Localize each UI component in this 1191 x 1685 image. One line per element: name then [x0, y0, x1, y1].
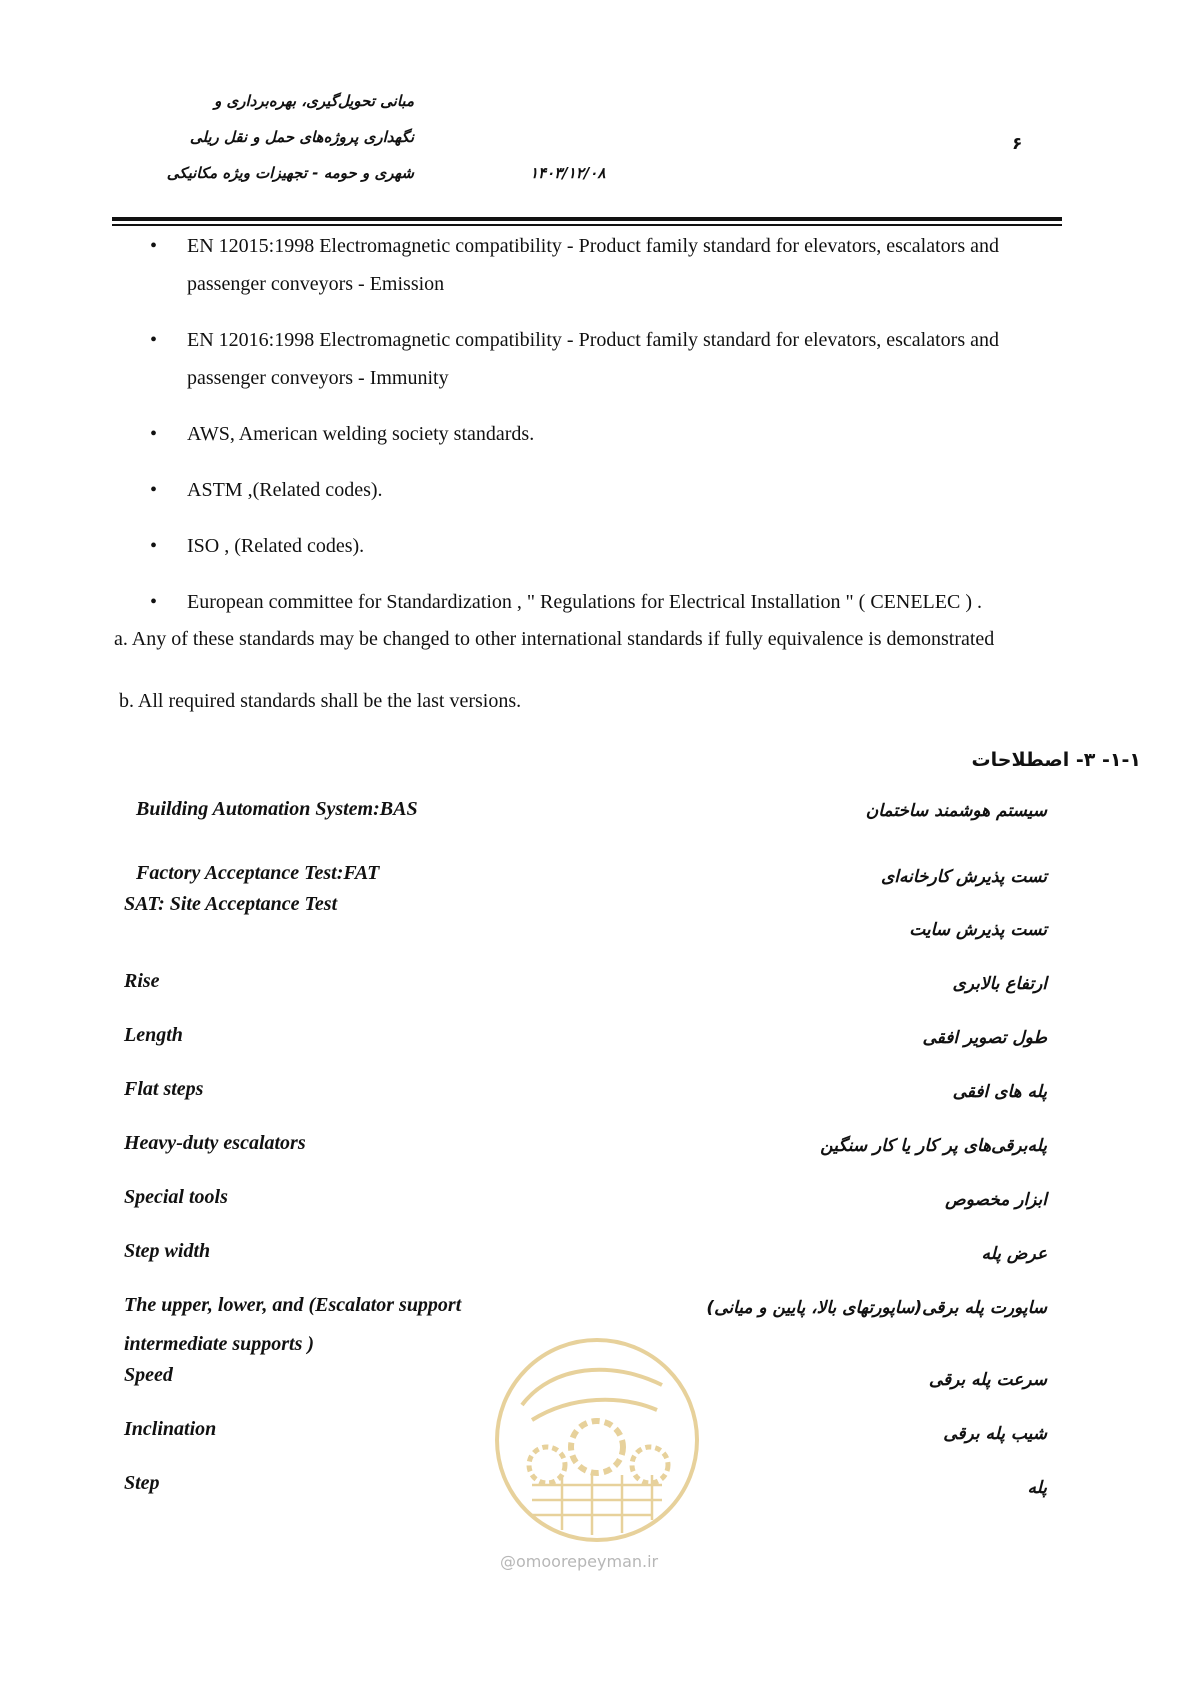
list-item: • EN 12015:1998 Electromagnetic compatibility - Product family standard for elevators, escalators and passenger conveyors - Emission	[125, 227, 1075, 303]
list-item: • AWS, American welding society standards.	[125, 415, 1075, 453]
page-number: ۶	[1012, 134, 1023, 154]
term-en-bas: Building Automation System:BAS	[136, 798, 418, 820]
term-en-fat: Factory Acceptance Test:FAT	[136, 862, 380, 884]
term-fa-speed: سرعت پله برقی	[928, 1370, 1047, 1390]
header-title-line-1: مبانی تحویل‌گیری، بهره‌برداری و	[214, 92, 414, 110]
term-fa-step: پله	[1027, 1478, 1047, 1498]
term-fa-special-tools: ابزار مخصوص	[945, 1190, 1047, 1210]
header-title-line-3: شهری و حومه - تجهیزات ویژه مکانیکی	[166, 164, 414, 182]
term-en-step-width: Step width	[124, 1240, 211, 1262]
header-title-line-2: نگهداری پروژه‌های حمل و نقل ریلی	[189, 128, 414, 146]
term-fa-sat: تست پذیرش سایت	[909, 920, 1047, 940]
term-fa-flat-steps: پله های افقی	[952, 1082, 1047, 1102]
term-en-escalator-support: The upper, lower, and (Escalator support	[124, 1294, 462, 1316]
term-en-length: Length	[124, 1024, 183, 1046]
term-fa-heavy-duty: پله‌برقی‌های پر کار یا کار سنگین	[820, 1136, 1047, 1156]
term-en-heavy-duty: Heavy-duty escalators	[124, 1132, 306, 1154]
term-fa-inclination: شیب پله برقی	[943, 1424, 1047, 1444]
note-a: a. Any of these standards may be changed to other international standards if fully equivalence is demonstrated	[114, 628, 995, 650]
term-en-speed: Speed	[124, 1364, 173, 1386]
term-fa-escalator-support: ساپورت پله برقی(ساپورتهای بالا، پایین و میانی)	[706, 1298, 1047, 1318]
term-fa-length: طول تصویر افقی	[922, 1028, 1047, 1048]
section-title: ۱-۱- ۳- اصطلاحات	[971, 749, 1141, 771]
header-date: ۱۴۰۳/۱۲/۰۸	[530, 164, 606, 182]
term-fa-fat: تست پذیرش کارخانه‌ای	[881, 867, 1047, 887]
standards-list	[125, 227, 1075, 639]
term-en-flat-steps: Flat steps	[124, 1078, 204, 1100]
term-fa-step-width: عرض پله	[981, 1244, 1047, 1264]
term-fa-rise: ارتفاع بالابری	[952, 974, 1047, 994]
header-rule-bottom	[112, 224, 1062, 226]
list-item: • European committee for Standardization , " Regulations for Electrical Installation " ( CENELEC ) .	[125, 583, 1075, 621]
watermark-logo	[492, 1335, 702, 1545]
list-item: • ISO , (Related codes).	[125, 527, 1075, 565]
note-b: b. All required standards shall be the last versions.	[119, 690, 522, 712]
term-fa-bas: سیستم هوشمند ساختمان	[865, 801, 1047, 821]
term-en-inclination: Inclination	[124, 1418, 217, 1440]
term-en-special-tools: Special tools	[124, 1186, 228, 1208]
term-en-escalator-support-cont: intermediate supports )	[124, 1333, 315, 1355]
header-rule-top	[112, 217, 1062, 221]
list-item: • ASTM ,(Related codes).	[125, 471, 1075, 509]
term-en-sat: SAT: Site Acceptance Test	[124, 893, 338, 915]
list-item: • EN 12016:1998 Electromagnetic compatibility - Product family standard for elevators, escalators and passenger conveyors - Immunity	[125, 321, 1075, 397]
watermark-text: @omoorepeyman.ir	[500, 1552, 659, 1571]
term-en-rise: Rise	[124, 970, 160, 992]
term-en-step: Step	[124, 1472, 160, 1494]
